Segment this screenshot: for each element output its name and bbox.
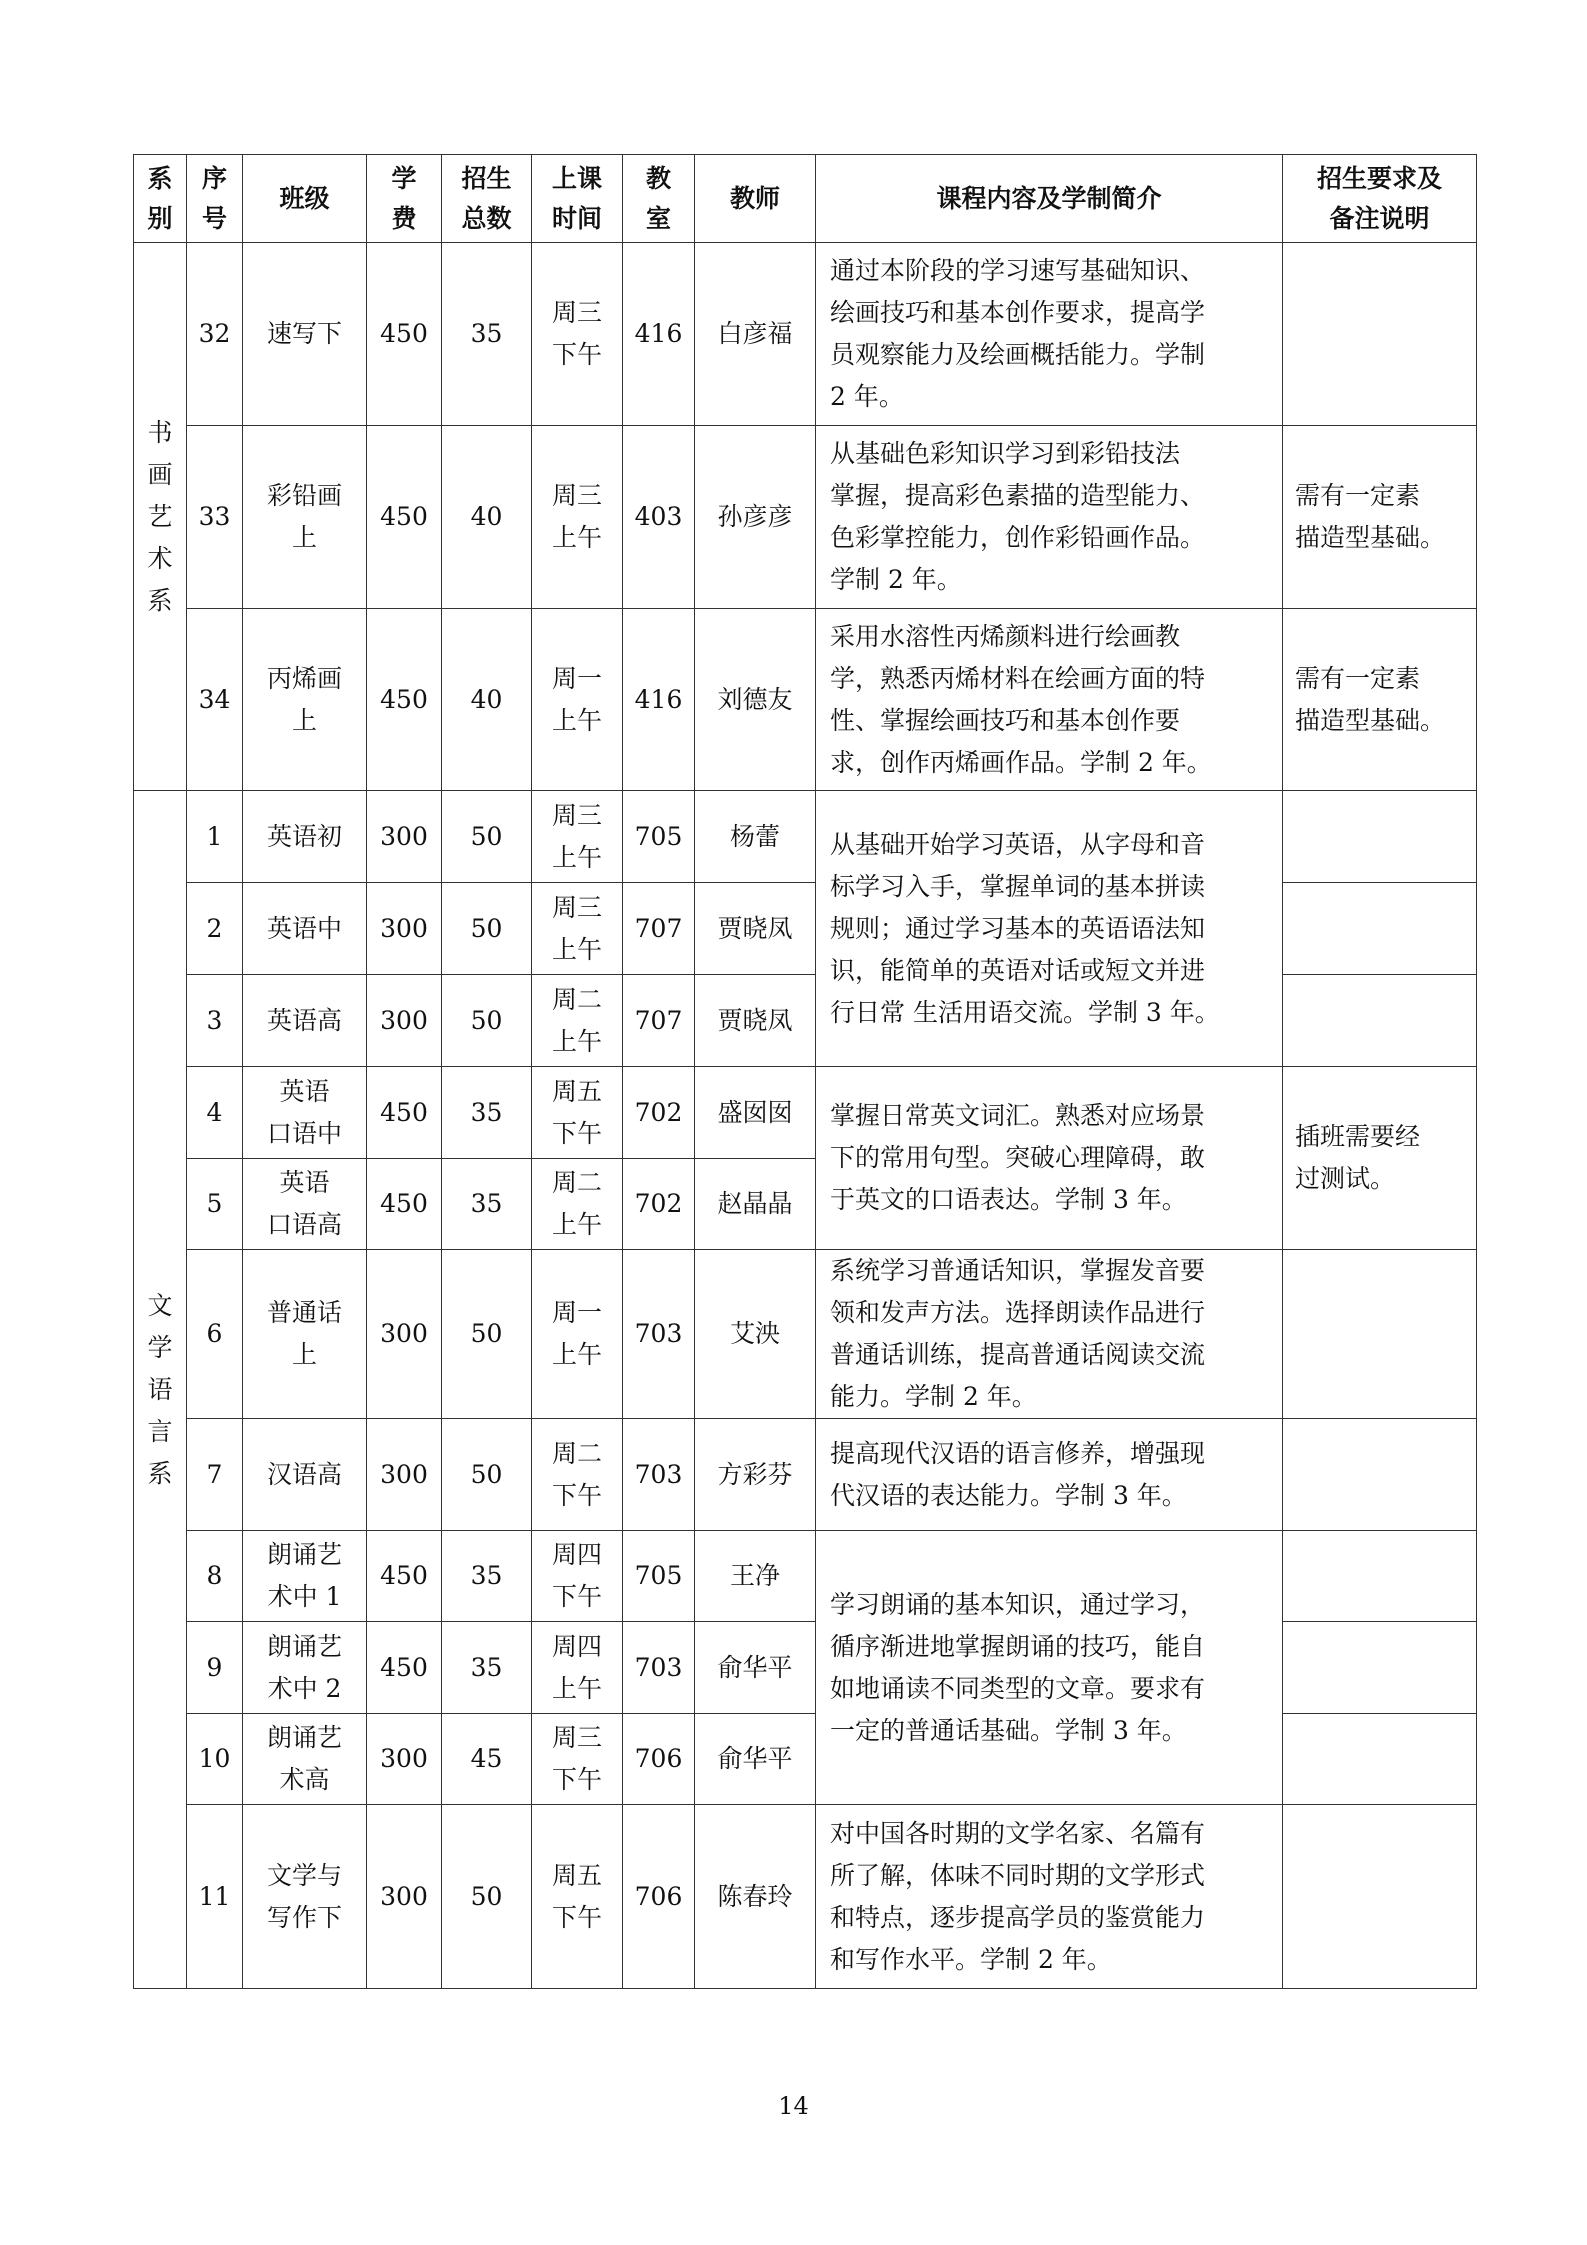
row-teacher: 刘德友 [695,609,816,791]
course-description: 采用水溶性丙烯颜料进行绘画教 学，熟悉丙烯材料在绘画方面的特 性、掌握绘画技巧和基本创作要 求，创作丙烯画作品。学制 2 年。 [816,609,1283,791]
row-fee: 300 [367,1805,442,1989]
header-content: 课程内容及学制简介 [816,155,1283,243]
course-description: 系统学习普通话知识，掌握发音要 领和发声方法。选择朗读作品进行 普通话训练，提高普通话阅读交流 能力。学制 2 年。 [816,1250,1283,1419]
row-time: 周二 上午 [532,975,623,1067]
header-fee: 学 费 [367,155,442,243]
row-teacher: 白彦福 [695,243,816,426]
course-table [133,154,1477,1989]
row-class: 丙烯画 上 [243,609,367,791]
page-number: 14 [778,2092,809,2120]
row-quota: 35 [442,1531,532,1622]
table-row [134,1805,1477,1989]
row-no: 4 [187,1067,243,1159]
row-class: 彩铅画 上 [243,426,367,609]
enrollment-note [1283,1531,1477,1622]
header-note: 招生要求及 备注说明 [1283,155,1477,243]
row-no: 3 [187,975,243,1067]
row-room: 705 [623,791,695,883]
row-time: 周二 上午 [532,1159,623,1250]
header-row [134,155,1477,243]
row-fee: 450 [367,243,442,426]
row-fee: 300 [367,883,442,975]
row-no: 11 [187,1805,243,1989]
row-class: 英语高 [243,975,367,1067]
row-class: 英语初 [243,791,367,883]
header-room: 教 室 [623,155,695,243]
row-time: 周四 上午 [532,1622,623,1714]
row-quota: 40 [442,609,532,791]
enrollment-note [1283,1714,1477,1805]
table-row [134,426,1477,609]
enrollment-note [1283,1419,1477,1531]
row-no: 2 [187,883,243,975]
row-class: 汉语高 [243,1419,367,1531]
row-no: 5 [187,1159,243,1250]
row-class: 朗诵艺 术高 [243,1714,367,1805]
row-class: 普通话 上 [243,1250,367,1419]
row-room: 403 [623,426,695,609]
row-quota: 50 [442,1250,532,1419]
header-teacher: 教师 [695,155,816,243]
enrollment-note [1283,975,1477,1067]
row-time: 周三 上午 [532,791,623,883]
row-class: 英语 口语高 [243,1159,367,1250]
table-row [134,1250,1477,1419]
row-quota: 35 [442,1067,532,1159]
enrollment-note [1283,1805,1477,1989]
row-quota: 50 [442,791,532,883]
row-fee: 450 [367,1531,442,1622]
row-room: 703 [623,1419,695,1531]
row-room: 416 [623,243,695,426]
row-fee: 300 [367,1419,442,1531]
row-quota: 40 [442,426,532,609]
row-time: 周一 上午 [532,1250,623,1419]
course-description: 从基础色彩知识学习到彩铅技法 掌握，提高彩色素描的造型能力、 色彩掌控能力，创作彩铅画作品。 学制 2 年。 [816,426,1283,609]
table-row [134,1419,1477,1531]
row-room: 416 [623,609,695,791]
enrollment-note: 需有一定素 描造型基础。 [1283,609,1477,791]
row-class: 速写下 [243,243,367,426]
enrollment-note: 需有一定素 描造型基础。 [1283,426,1477,609]
header-no: 序 号 [187,155,243,243]
row-class: 英语 口语中 [243,1067,367,1159]
row-fee: 300 [367,1714,442,1805]
row-fee: 300 [367,975,442,1067]
header-quota: 招生 总数 [442,155,532,243]
row-teacher: 俞华平 [695,1714,816,1805]
row-time: 周三 上午 [532,883,623,975]
row-time: 周三 下午 [532,1714,623,1805]
row-class: 朗诵艺 术中 1 [243,1531,367,1622]
row-quota: 50 [442,883,532,975]
row-time: 周三 下午 [532,243,623,426]
table-row [134,609,1477,791]
enrollment-note: 插班需要经 过测试。 [1283,1067,1477,1250]
row-room: 707 [623,883,695,975]
row-time: 周五 下午 [532,1067,623,1159]
table-row [134,791,1477,883]
row-no: 33 [187,426,243,609]
enrollment-note [1283,1622,1477,1714]
row-no: 9 [187,1622,243,1714]
header-dept: 系 别 [134,155,187,243]
row-teacher: 贾晓凤 [695,975,816,1067]
row-time: 周二 下午 [532,1419,623,1531]
row-class: 英语中 [243,883,367,975]
row-room: 707 [623,975,695,1067]
row-time: 周一 上午 [532,609,623,791]
row-room: 706 [623,1714,695,1805]
enrollment-note [1283,243,1477,426]
row-teacher: 贾晓凤 [695,883,816,975]
course-description: 掌握日常英文词汇。熟悉对应场景 下的常用句型。突破心理障碍，敢 于英文的口语表达。学制 3 年。 [816,1067,1283,1250]
row-quota: 45 [442,1714,532,1805]
table-row [134,1531,1477,1622]
table-row [134,243,1477,426]
row-teacher: 陈春玲 [695,1805,816,1989]
row-no: 34 [187,609,243,791]
row-quota: 50 [442,975,532,1067]
row-time: 周五 下午 [532,1805,623,1989]
row-teacher: 艾泱 [695,1250,816,1419]
row-quota: 50 [442,1419,532,1531]
course-description: 学习朗诵的基本知识，通过学习， 循序渐进地掌握朗诵的技巧，能自 如地诵读不同类型的文章。要求有 一定的普通话基础。学制 3 年。 [816,1531,1283,1805]
enrollment-note [1283,883,1477,975]
row-teacher: 俞华平 [695,1622,816,1714]
course-description: 从基础开始学习英语，从字母和音 标学习入手，掌握单词的基本拼读 规则；通过学习基本的英语语法知 识，能简单的英语对话或短文并进 行日常 生活用语交流。学制 3 年。 [816,791,1283,1067]
row-no: 6 [187,1250,243,1419]
row-class: 文学与 写作下 [243,1805,367,1989]
header-time: 上课 时间 [532,155,623,243]
row-room: 703 [623,1622,695,1714]
row-no: 1 [187,791,243,883]
row-fee: 450 [367,426,442,609]
row-no: 7 [187,1419,243,1531]
row-room: 706 [623,1805,695,1989]
row-class: 朗诵艺 术中 2 [243,1622,367,1714]
course-description: 提高现代汉语的语言修养，增强现 代汉语的表达能力。学制 3 年。 [816,1419,1283,1531]
row-time: 周三 上午 [532,426,623,609]
row-room: 702 [623,1067,695,1159]
course-description: 通过本阶段的学习速写基础知识、 绘画技巧和基本创作要求，提高学 员观察能力及绘画概括能力。学制 2 年。 [816,243,1283,426]
row-teacher: 盛囡囡 [695,1067,816,1159]
row-fee: 450 [367,1159,442,1250]
table-row [134,1067,1477,1159]
row-fee: 450 [367,1067,442,1159]
row-fee: 450 [367,1622,442,1714]
row-quota: 35 [442,243,532,426]
row-room: 705 [623,1531,695,1622]
row-room: 703 [623,1250,695,1419]
department-cell: 书 画 艺 术 系 [134,243,187,791]
course-description: 对中国各时期的文学名家、名篇有 所了解，体味不同时期的文学形式 和特点，逐步提高学员的鉴赏能力 和写作水平。学制 2 年。 [816,1805,1283,1989]
row-quota: 50 [442,1805,532,1989]
row-quota: 35 [442,1159,532,1250]
row-teacher: 孙彦彦 [695,426,816,609]
row-no: 10 [187,1714,243,1805]
row-no: 32 [187,243,243,426]
row-room: 702 [623,1159,695,1250]
enrollment-note [1283,791,1477,883]
department-cell: 文 学 语 言 系 [134,791,187,1989]
row-teacher: 方彩芬 [695,1419,816,1531]
row-teacher: 王净 [695,1531,816,1622]
enrollment-note [1283,1250,1477,1419]
header-class: 班级 [243,155,367,243]
row-fee: 300 [367,1250,442,1419]
row-fee: 300 [367,791,442,883]
row-teacher: 杨蕾 [695,791,816,883]
row-quota: 35 [442,1622,532,1714]
row-no: 8 [187,1531,243,1622]
row-fee: 450 [367,609,442,791]
row-teacher: 赵晶晶 [695,1159,816,1250]
row-time: 周四 下午 [532,1531,623,1622]
